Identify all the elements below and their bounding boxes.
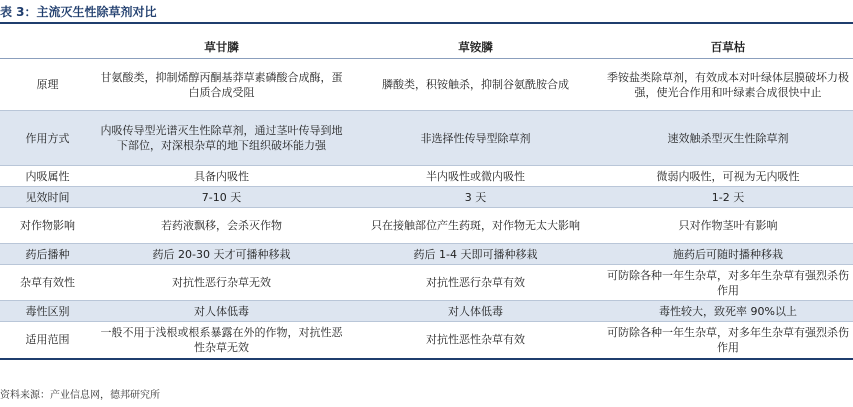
table-cell: 一般不用于浅根或根系暴露在外的作物，对抗性恶性杂草无效 (100, 325, 343, 354)
table-cell: 药后 20-30 天才可播种移栽 (152, 247, 291, 261)
title-rule (0, 22, 853, 24)
row-label: 毒性区别 (25, 304, 70, 318)
table-cell: 对抗性恶行杂草有效 (426, 276, 525, 289)
header-glufosinate: 草铵膦 (348, 37, 603, 59)
header-cell-label (0, 37, 95, 59)
table-cell: 只对作物茎叶有影响 (678, 219, 778, 232)
comparison-table (0, 37, 853, 360)
table-row (0, 322, 853, 359)
table-cell: 可防除各种一年生杂草，对多年生杂草有强烈杀伤作用 (607, 325, 849, 354)
table-cell: 膦酸类，积铵触杀，抑制谷氨酰胺合成 (382, 78, 569, 91)
row-label: 见效时间 (25, 190, 70, 204)
table-row (0, 166, 853, 187)
table-cell: 季铵盐类除草剂，有效成本对叶绿体层膜破坏力极强，使光合作用和叶绿素合成很快中止 (607, 70, 849, 99)
table-row (0, 187, 853, 208)
table-cell: 若药液飘移，会杀灭作物 (161, 219, 282, 232)
table-row (0, 301, 853, 322)
table-cell: 对人体低毒 (448, 304, 503, 318)
row-label: 对作物影响 (20, 219, 75, 232)
row-label: 杂草有效性 (20, 276, 75, 289)
table-cell: 7-10 天 (201, 190, 242, 204)
table-cell: 3 天 (464, 190, 487, 204)
table-title: 表 3：主流灭生性除草剂对比 (0, 5, 157, 19)
table-cell: 可防除各种一年生杂草，对多年生杂草有强烈杀伤作用 (607, 268, 849, 297)
table-row (0, 208, 853, 244)
table-cell: 药后 1-4 天即可播种移栽 (413, 247, 538, 261)
table-row (0, 111, 853, 166)
row-label: 原理 (36, 78, 59, 91)
table-cell: 非选择性传导型除草剂 (420, 131, 531, 145)
table-cell: 毒性较大，致死率 90%以上 (659, 304, 797, 318)
table-cell: 1-2 天 (711, 190, 745, 204)
row-label: 药后播种 (25, 247, 70, 261)
source-note: 资料来源：产业信息网，德邦研究所 (0, 390, 160, 401)
row-label: 内吸属性 (25, 169, 70, 183)
header-glyphosate: 草甘膦 (95, 37, 348, 59)
row-label: 适用范围 (25, 333, 70, 347)
table-cell: 甘氨酸类，抑制烯醇丙酮基莽草素磷酸合成酶，蛋白质合成受阻 (100, 70, 343, 99)
table-cell: 速效触杀型灭生性除草剂 (667, 131, 789, 145)
table-cell: 半内吸性或微内吸性 (426, 169, 525, 183)
table-cell: 具备内吸性 (194, 169, 249, 183)
table-cell: 对抗性恶行杂草无效 (172, 276, 271, 289)
table-cell: 对抗性恶性杂草有效 (426, 333, 525, 347)
row-label: 作用方式 (25, 131, 70, 145)
table-cell: 内吸传导型光谱灭生性除草剂，通过茎叶传导到地下部位，对深根杂草的地下组织破坏能力强 (100, 124, 343, 152)
table-cell: 施药后可随时播种移栽 (673, 247, 783, 261)
table-cell: 微弱内吸性，可视为无内吸性 (656, 169, 800, 183)
table-cell: 只在接触部位产生药斑，对作物无太大影响 (371, 219, 580, 232)
table-row (0, 244, 853, 265)
table-row (0, 265, 853, 301)
header-row (0, 37, 853, 59)
table-row (0, 59, 853, 111)
table-cell: 对人体低毒 (194, 304, 249, 318)
header-paraquat: 百草枯 (603, 37, 853, 59)
